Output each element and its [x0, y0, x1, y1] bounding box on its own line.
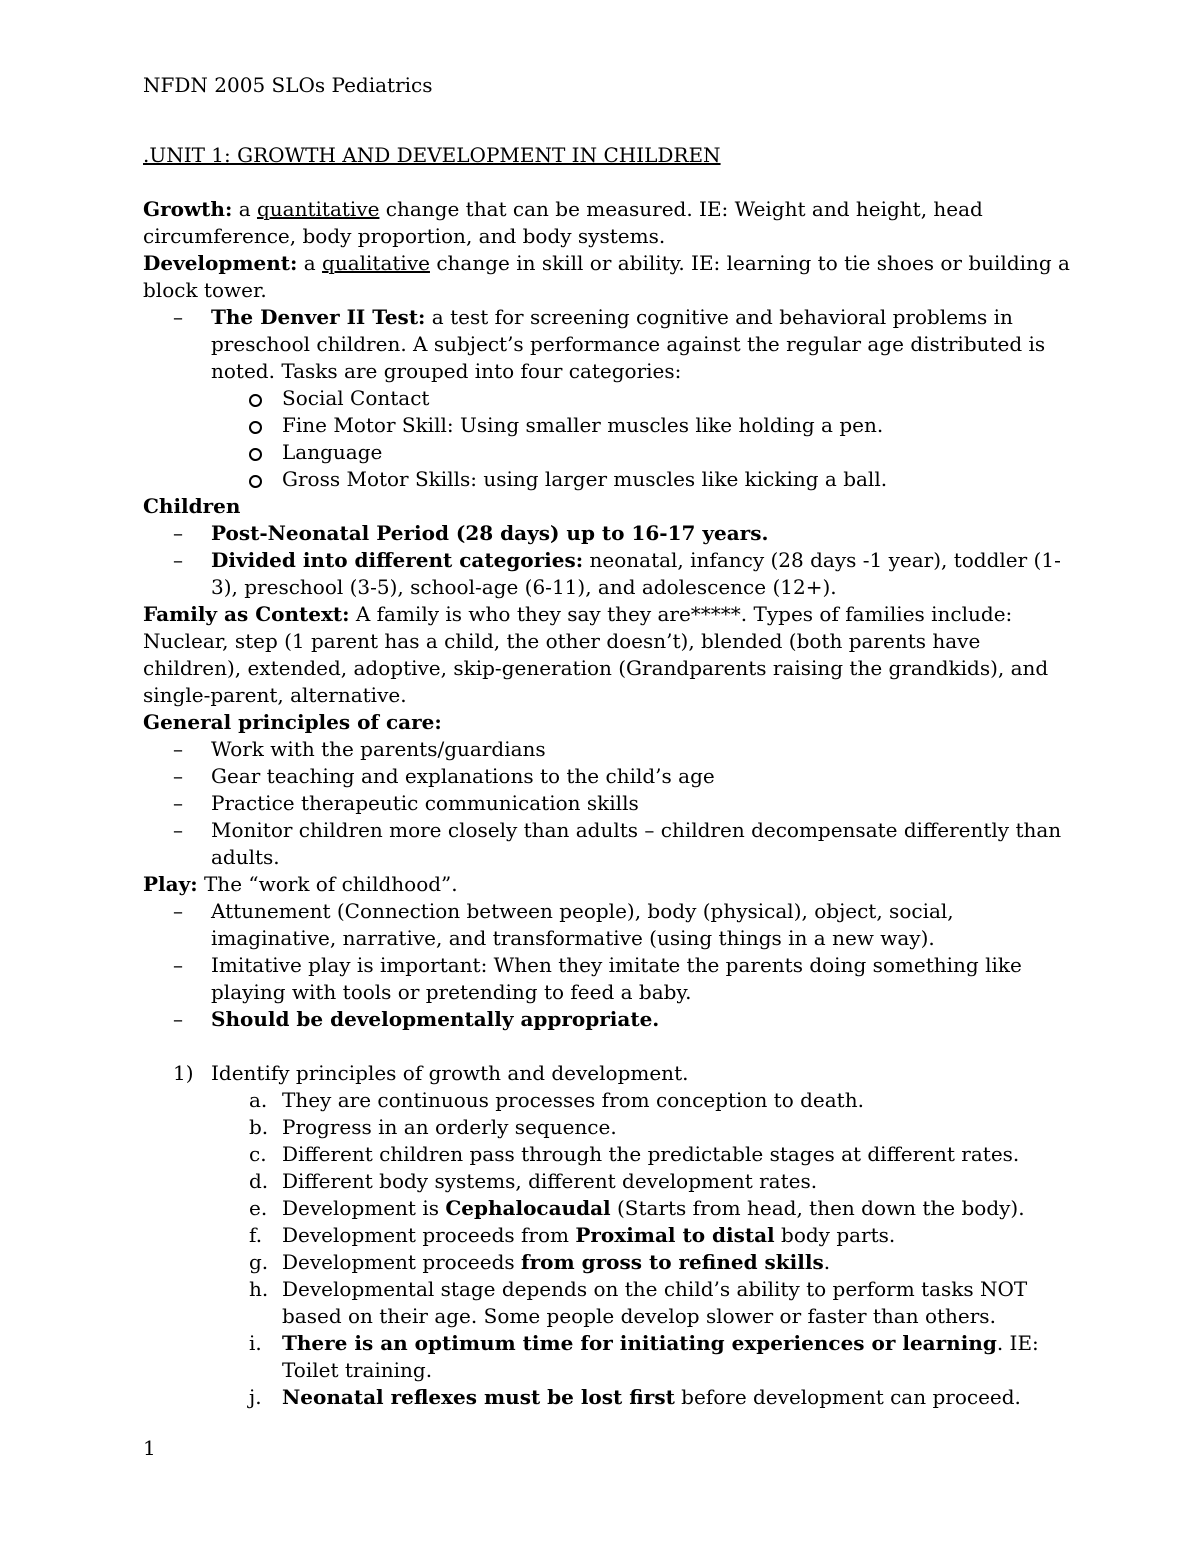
- list-item: [143, 1114, 1083, 1141]
- list-item-pre: Different body systems, different development rates.: [282, 1169, 818, 1193]
- family-text: A family is who they say they are*****. Types of families include: Nuclear, step (1 parent has a child, the other doesn’t), blended (both parents have children), extended, adoptive, skip-generation (Grandparents raising the grandkids), and single-parent, alternative.: [143, 602, 1049, 707]
- list-item: – Post-Neonatal Period (28 days) up to 16-17 years.: [173, 521, 769, 545]
- list-item-pre: Developmental stage depends on the child’s ability to perform tasks NOT based on their age. Some people develop slower or faster than others.: [282, 1277, 1028, 1328]
- list-item: – Attunement (Connection between people), body (physical), object, social, imaginative, narrative, and transformative (using things in a new way).: [143, 898, 1083, 952]
- children-divided-text: neonatal, infancy (28 days -1 year), toddler (1-3), preschool (3-5), school-age (6-11), and adolescence (12+).: [211, 548, 1061, 599]
- list-item-letter: f.: [249, 1223, 263, 1247]
- list-item-post: . IE: Toilet training.: [282, 1331, 1039, 1382]
- list-item: – Monitor children more closely than adults – children decompensate differently than adults.: [143, 817, 1083, 871]
- growth-underlined: quantitative: [256, 197, 380, 221]
- list-item-bold: Cephalocaudal: [445, 1196, 611, 1220]
- list-item-text: [282, 1141, 1083, 1168]
- list-item: [143, 1222, 1083, 1249]
- children-divided-label: Divided into different categories:: [211, 548, 584, 572]
- development-label: Development:: [143, 251, 298, 275]
- list-item-pre: Development is: [282, 1196, 446, 1220]
- list-item-post: (Starts from head, then down the body).: [610, 1196, 1025, 1220]
- page-number: 1: [143, 1436, 156, 1460]
- list-item-text: [282, 1114, 1083, 1141]
- children-heading: [143, 493, 1083, 520]
- list-item-text: [282, 1195, 1083, 1222]
- list-item: [143, 1276, 1083, 1330]
- development-underlined: qualitative: [322, 251, 430, 275]
- play-paragraph: [143, 871, 1083, 898]
- development-pre: a: [297, 251, 323, 275]
- list-item-text: Gear teaching and explanations to the child’s age: [211, 764, 715, 788]
- slo-title: Identify principles of growth and development.: [211, 1061, 689, 1085]
- list-item-letter: i.: [249, 1331, 262, 1355]
- play-label: Play:: [143, 872, 198, 896]
- document-body: [143, 142, 1083, 1411]
- list-item-text: [282, 1222, 1083, 1249]
- list-item: [143, 412, 1083, 439]
- list-item-text: Attunement (Connection between people), body (physical), object, social, imaginative, narrative, and transformative (using things in a new way).: [211, 899, 954, 950]
- list-item: [143, 1141, 1083, 1168]
- family-paragraph: [143, 601, 1083, 709]
- slo-item: [143, 1060, 1083, 1087]
- denver-item: – The Denver II Test: a test for screening cognitive and behavioral problems in preschool children. A subject’s performance against the regular age distributed is noted. Tasks are grouped into four categories:: [173, 305, 1046, 383]
- children-heading-text: Children: [143, 494, 241, 518]
- list-item: – Should be developmentally appropriate.: [173, 1007, 660, 1031]
- list-item-text: Language: [282, 440, 383, 464]
- list-item: – Imitative play is important: When they imitate the parents doing something like playing with tools or pretending to feed a baby.: [143, 952, 1083, 1006]
- list-item-letter: j.: [249, 1385, 262, 1409]
- circle-bullet-icon: [249, 421, 262, 434]
- growth-post: change that can be measured. IE: Weight and height, head circumference, body proportion, and body systems.: [143, 197, 983, 248]
- circle-bullet-icon: [249, 448, 262, 461]
- play-bold-item: Should be developmentally appropriate.: [211, 1007, 660, 1031]
- list-item-post: .: [823, 1250, 831, 1274]
- list-item: [143, 466, 1083, 493]
- list-item: [143, 1384, 1083, 1411]
- list-item-text: Social Contact: [282, 386, 430, 410]
- slo-number: 1): [173, 1061, 194, 1085]
- principles-heading: [143, 709, 1083, 736]
- list-item: – Divided into different categories: neonatal, infancy (28 days -1 year), toddler (1-3), preschool (3-5), school-age (6-11), and adolescence (12+).: [173, 548, 1061, 599]
- page-header: NFDN 2005 SLOs Pediatrics: [143, 73, 433, 97]
- list-item: [143, 1330, 1083, 1384]
- list-item-letter: h.: [249, 1277, 269, 1301]
- list-item: – Practice therapeutic communication skills: [143, 790, 1083, 817]
- list-item: – Work with the parents/guardians: [143, 736, 1083, 763]
- list-item: [143, 1249, 1083, 1276]
- list-item: [143, 439, 1083, 466]
- list-item-bold: Neonatal reflexes must be lost first: [282, 1385, 675, 1409]
- list-item-text: Imitative play is important: When they imitate the parents doing something like playing with tools or pretending to feed a baby.: [211, 953, 1022, 1004]
- list-item-letter: c.: [249, 1142, 267, 1166]
- list-item-text: Gross Motor Skills: using larger muscles like kicking a ball.: [282, 467, 888, 491]
- list-item-bold: There is an optimum time for initiating experiences or learning: [282, 1331, 997, 1355]
- list-item-text: Practice therapeutic communication skills: [211, 791, 639, 815]
- list-item-text: [282, 1087, 1083, 1114]
- children-period: Post-Neonatal Period (28 days) up to 16-17 years.: [211, 521, 769, 545]
- list-item-text: [282, 1249, 1083, 1276]
- denver-text: a test for screening cognitive and behavioral problems in preschool children. A subject’s performance against the regular age distributed is noted. Tasks are grouped into four categories:: [211, 305, 1046, 383]
- list-item-letter: a.: [249, 1088, 268, 1112]
- list-item-post: before development can proceed.: [674, 1385, 1021, 1409]
- list-item-text: [282, 1276, 1083, 1330]
- circle-bullet-icon: [249, 394, 262, 407]
- list-item-text: [282, 1330, 1083, 1384]
- family-label: Family as Context:: [143, 602, 350, 626]
- list-item-letter: b.: [249, 1115, 269, 1139]
- list-item-text: Monitor children more closely than adults – children decompensate differently than adults.: [211, 818, 1062, 869]
- list-item: [143, 1195, 1083, 1222]
- list-item-pre: Development proceeds: [282, 1250, 522, 1274]
- list-item-pre: Different children pass through the predictable stages at different rates.: [282, 1142, 1020, 1166]
- list-item: – Gear teaching and explanations to the child’s age: [143, 763, 1083, 790]
- circle-bullet-icon: [249, 475, 262, 488]
- play-text: The “work of childhood”.: [197, 872, 458, 896]
- growth-definition: [143, 196, 1083, 250]
- list-item-text: [282, 1384, 1083, 1411]
- development-definition: [143, 250, 1083, 304]
- list-item-pre: They are continuous processes from conception to death.: [282, 1088, 864, 1112]
- denver-label: The Denver II Test:: [211, 305, 426, 329]
- list-item-pre: Development proceeds from: [282, 1223, 576, 1247]
- list-item: [143, 385, 1083, 412]
- list-item-bold: Proximal to distal: [575, 1223, 775, 1247]
- list-item: [143, 1168, 1083, 1195]
- list-item-text: [282, 1168, 1083, 1195]
- list-item-post: body parts.: [774, 1223, 896, 1247]
- principles-heading-text: General principles of care:: [143, 710, 442, 734]
- list-item-bold: from gross to refined skills: [521, 1250, 824, 1274]
- list-item-letter: g.: [249, 1250, 269, 1274]
- list-item-letter: d.: [249, 1169, 269, 1193]
- list-item-pre: Progress in an orderly sequence.: [282, 1115, 617, 1139]
- list-item-text: Fine Motor Skill: Using smaller muscles like holding a pen.: [282, 413, 884, 437]
- list-item-letter: e.: [249, 1196, 268, 1220]
- list-item-text: Work with the parents/guardians: [211, 737, 546, 761]
- growth-label: Growth:: [143, 197, 233, 221]
- development-post: change in skill or ability. IE: learning to tie shoes or building a block tower.: [143, 251, 1070, 302]
- list-item: [143, 1087, 1083, 1114]
- unit-title: .UNIT 1: GROWTH AND DEVELOPMENT IN CHILDREN: [143, 143, 721, 167]
- growth-pre: a: [232, 197, 257, 221]
- slo-sublist: [143, 1087, 1083, 1411]
